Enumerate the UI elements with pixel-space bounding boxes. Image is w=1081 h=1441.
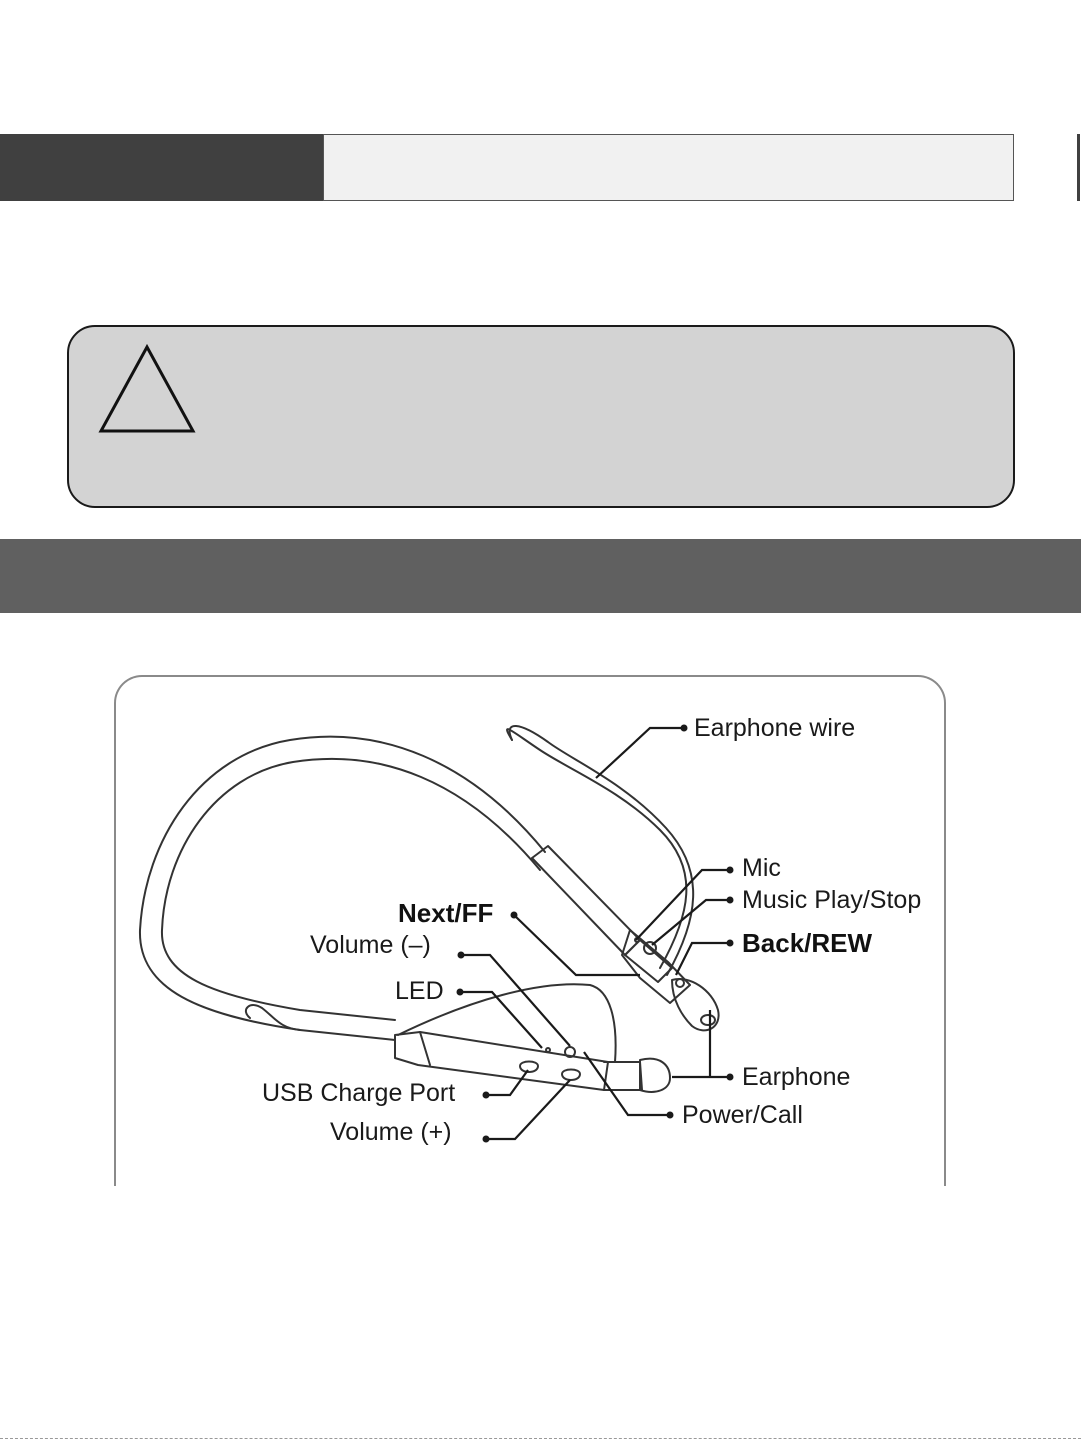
label-music-play-stop: Music Play/Stop	[742, 886, 922, 914]
label-led: LED	[395, 977, 444, 1005]
label-power-call: Power/Call	[682, 1101, 803, 1129]
label-earphone-wire: Earphone wire	[694, 714, 856, 742]
label-volume-plus: Volume (+)	[330, 1118, 452, 1146]
label-volume-minus: Volume (–)	[310, 931, 431, 959]
label-back-rew: Back/REW	[742, 928, 873, 958]
label-usb-charge-port: USB Charge Port	[262, 1079, 456, 1107]
leader-dots	[457, 725, 734, 1143]
page-bottom-rule	[0, 1438, 1081, 1439]
label-earphone: Earphone	[742, 1063, 851, 1091]
label-mic: Mic	[742, 854, 781, 882]
label-next-ff: Next/FF	[398, 898, 494, 928]
leader-lines	[460, 728, 730, 1139]
